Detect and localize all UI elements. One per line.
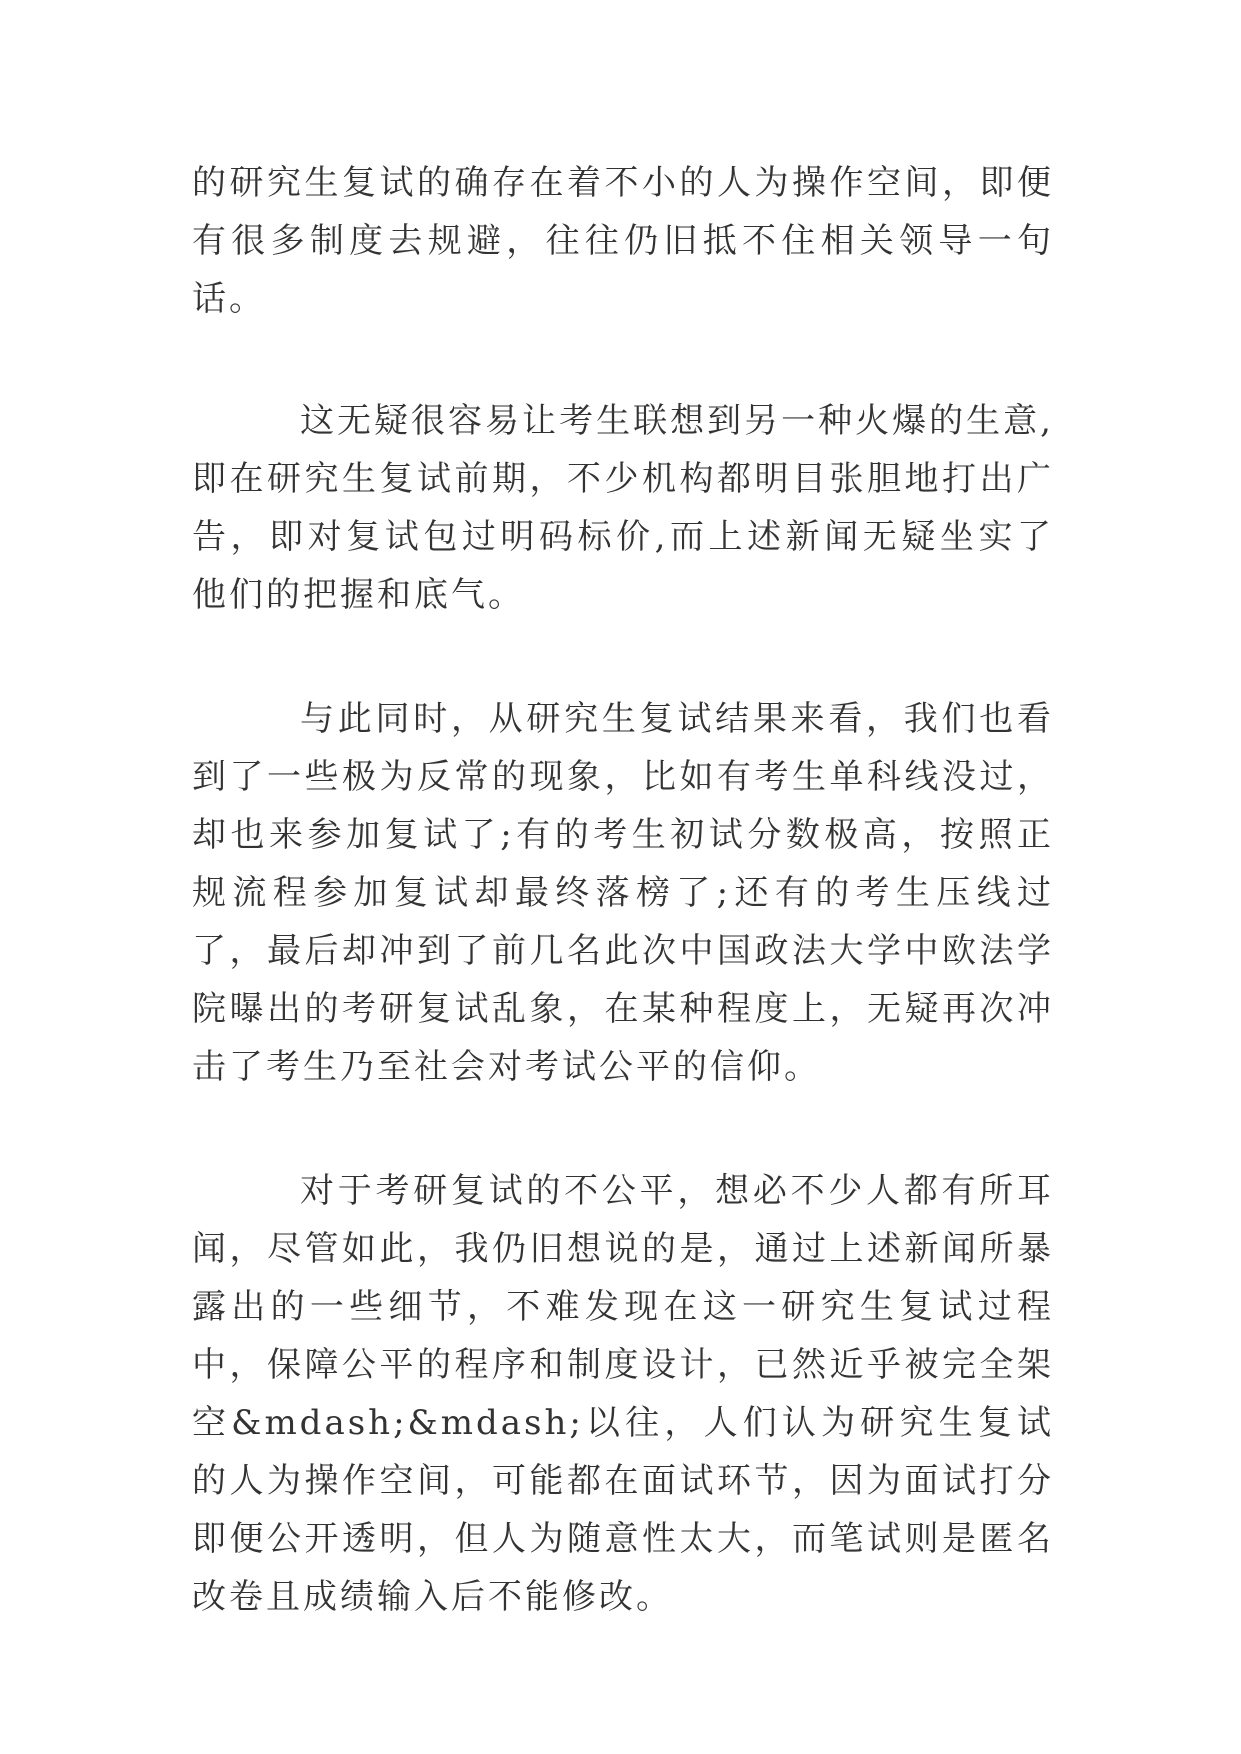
paragraph-3: 与此同时，从研究生复试结果来看，我们也看到了一些极为反常的现象，比如有考生单科线没过，却也来参加复试了;有的考生初试分数极高，按照正规流程参加复试却最终落榜了;还有的考生压线过了，最后却冲到了前几名此次中国政法大学中欧法学院曝出的考研复试乱象，在某种程度上，无疑再次冲击了考生乃至社会对考试公平的信仰。 — [192, 699, 1054, 1087]
paragraph-4: 对于考研复试的不公平，想必不少人都有所耳闻，尽管如此，我仍旧想说的是，通过上述新闻所暴露出的一些细节，不难发现在这一研究生复试过程中，保障公平的程序和制度设计，已然近乎被完全架空&mdash;&mdash;以往，人们认为研究生复试的人为操作空间，可能都在面试环节，因为面试打分即便公开透明，但人为随意性太大，而笔试则是匿名改卷且成绩输入后不能修改。 — [192, 1171, 1054, 1617]
paragraph-2: 这无疑很容易让考生联想到另一种火爆的生意,即在研究生复试前期，不少机构都明目张胆地打出广告，即对复试包过明码标价,而上述新闻无疑坐实了他们的把握和底气。 — [192, 401, 1054, 615]
paragraph-1: 的研究生复试的确存在着不小的人为操作空间，即便有很多制度去规避，往往仍旧抵不住相关领导一句话。 — [192, 163, 1054, 319]
